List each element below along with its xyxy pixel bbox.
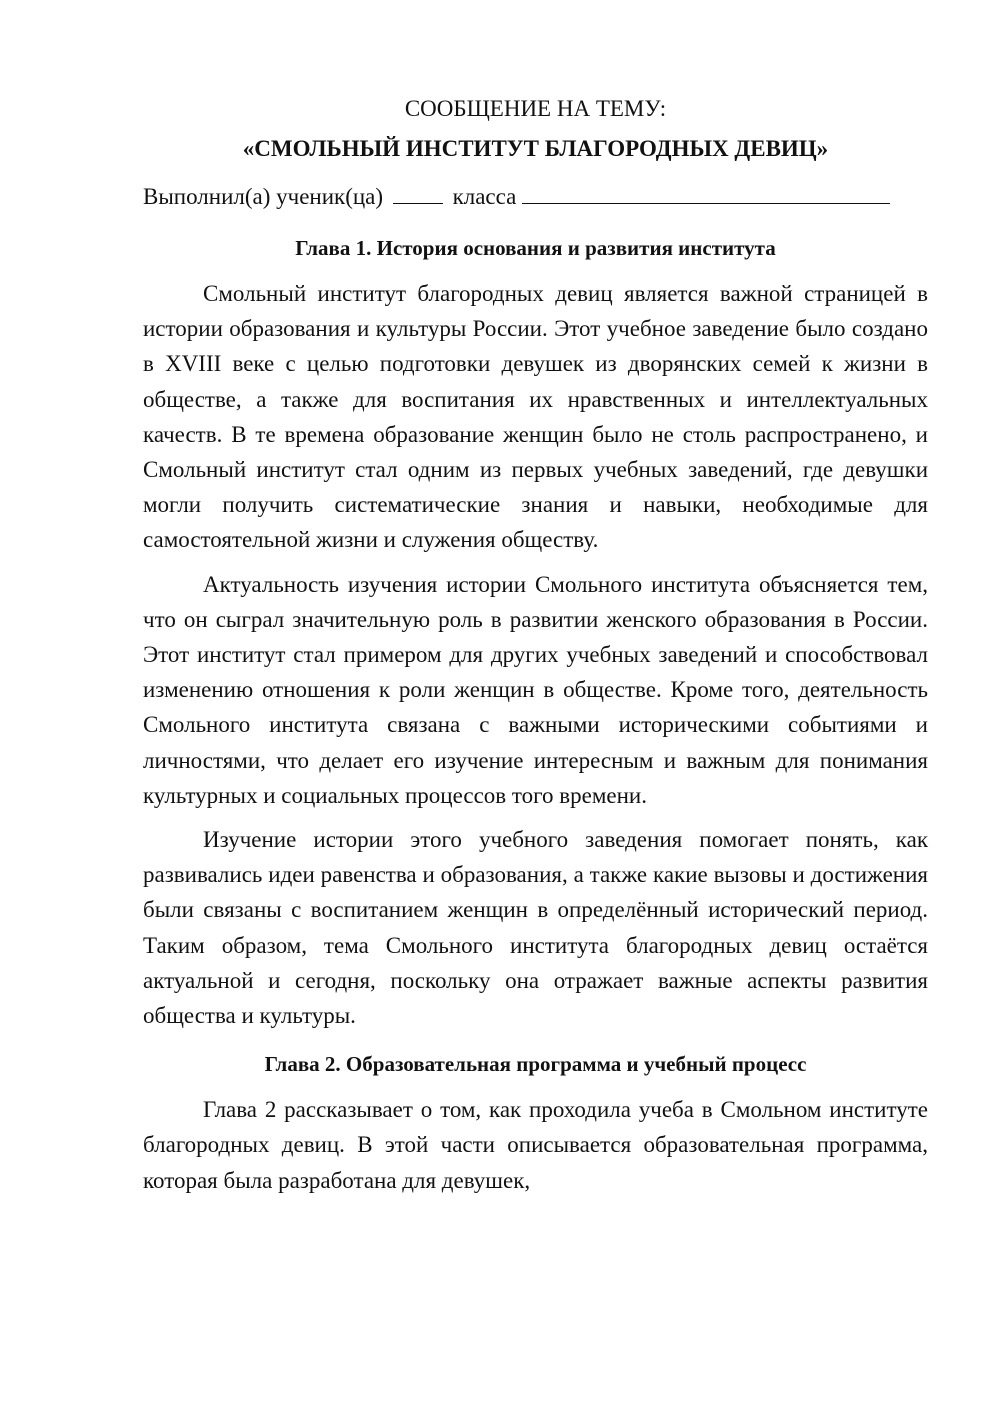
- chapter2-title: Глава 2. Образовательная программа и учебный процесс: [264, 1052, 807, 1077]
- author-prefix: Выполнил(а) ученик(ца): [143, 184, 384, 209]
- chapter1-title: Глава 1. История основания и развития института: [295, 236, 776, 260]
- name-blank-field[interactable]: [522, 181, 890, 204]
- chapter1-paragraph: Смольный институт благородных девиц является важной страницей в истории образования и культуры России. Этот учебное заведение было создано в XVIII веке с целью подготовки девушек из дворянских семей к жизни в обществе, а также для воспитания их нравственных и интеллектуальных качеств. В те времена образование женщин было не столь распространено, и Смольный институт стал одним из первых учебных заведений, где девушки могли получить систематические знания и навыки, необходимые для самостоятельной жизни и служения обществу.: [143, 281, 928, 553]
- chapter1-paragraph: Изучение истории этого учебного заведения помогает понять, как развивались идеи равенства и образования, а также какие вызовы и достижения были связаны с воспитанием женщин в определённый исторический период. Таким образом, тема Смольного института благородных девиц остаётся актуальной и сегодня, поскольку она отражает важные аспекты развития общества и культуры.: [143, 827, 928, 1029]
- document-title-line2: «СМОЛЬНЫЙ ИНСТИТУТ БЛАГОРОДНЫХ ДЕВИЦ»: [242, 136, 829, 161]
- author-class-label: класса: [452, 184, 517, 209]
- author-line: [143, 180, 928, 214]
- document-title-line1: СООБЩЕНИЕ НА ТЕМУ:: [404, 96, 667, 121]
- chapter2-paragraph: Глава 2 рассказывает о том, как проходила учеба в Смольном институте благородных девиц. В этой части описывается образовательная программа, которая была разработана для девушек,: [143, 1097, 928, 1193]
- chapter1-paragraph: Актуальность изучения истории Смольного института объясняется тем, что он сыграл значительную роль в развитии женского образования в России. Этот институт стал примером для других учебных заведений и способствовал изменению отношения к роли женщин в обществе. Кроме того, деятельность Смольного института связана с важными историческими событиями и личностями, что делает его изучение интересным и важным для понимания культурных и социальных процессов того времени.: [143, 571, 928, 808]
- document-page: [143, 92, 928, 1198]
- grade-blank-field[interactable]: [393, 181, 443, 204]
